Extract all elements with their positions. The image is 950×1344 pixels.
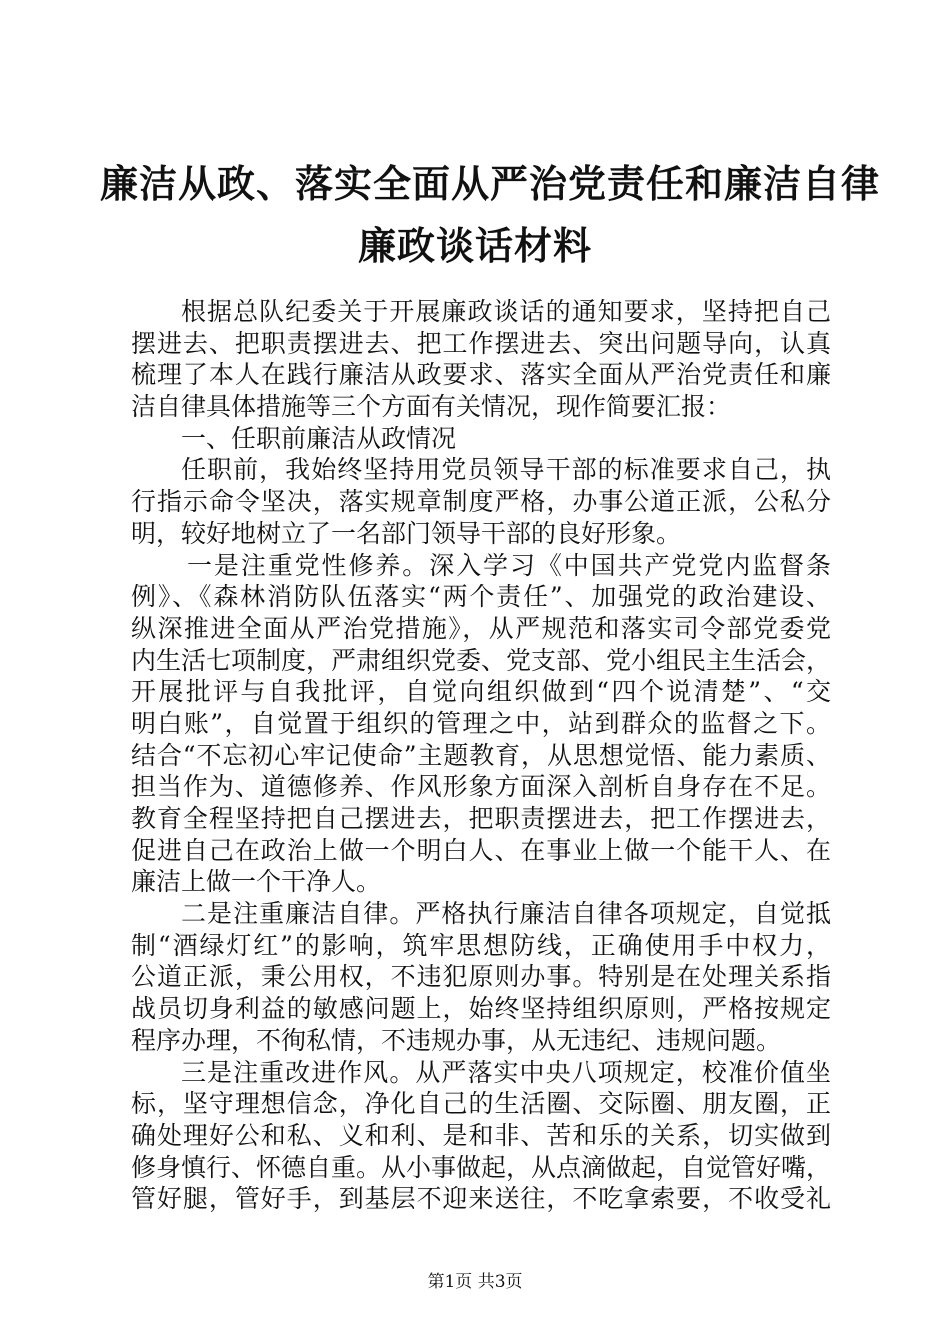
paragraph-line: 梳理了本人在践行廉洁从政要求、落实全面从严治党责任和廉 <box>131 360 831 390</box>
paragraph-line: 标，坚守理想信念，净化自己的生活圈、交际圈、朋友圈，正 <box>131 1089 831 1119</box>
paragraph-line: 三是注重改进作风。从严落实中央八项规定，校准价值坐 <box>181 1057 831 1087</box>
paragraph-line: 确处理好公和私、义和利、是和非、苦和乐的关系，切实做到 <box>131 1120 831 1150</box>
paragraph-line: 例》、《森林消防队伍落实“两个责任”、加强党的政治建设、 <box>131 582 831 612</box>
paragraph-line: 廉洁上做一个干净人。 <box>131 867 382 897</box>
paragraph-line: 程序办理，不徇私情，不违规办事，从无违纪、违规问题。 <box>131 1025 782 1055</box>
section-heading: 一、任职前廉洁从政情况 <box>181 423 457 453</box>
paragraph-line: 担当作为、道德修养、作风形象方面深入剖析自身存在不足。 <box>131 772 831 802</box>
paragraph-line: 教育全程坚持把自己摆进去，把职责摆进去，把工作摆进去， <box>131 804 831 833</box>
paragraph-line: 一是注重党性修养。深入学习《中国共产党党内监督条 <box>187 550 831 580</box>
paragraph-line: 公道正派，秉公用权，不违犯原则办事。特别是在处理关系指 <box>131 962 831 992</box>
paragraph-line: 明，较好地树立了一名部门领导干部的良好形象。 <box>131 518 682 548</box>
paragraph-line: 开展批评与自我批评，自觉向组织做到“四个说清楚”、“交 <box>131 677 831 707</box>
paragraph-line: 促进自己在政治上做一个明白人、在事业上做一个能干人、在 <box>131 835 831 865</box>
document-title-line-2: 廉政谈话材料 <box>357 223 592 268</box>
paragraph-line: 战员切身利益的敏感问题上，始终坚持组织原则，严格按规定 <box>131 994 831 1024</box>
page-footer: 第1页 共3页 <box>427 1272 523 1292</box>
paragraph-line: 修身慎行、怀德自重。从小事做起，从点滴做起，自觉管好嘴， <box>131 1152 832 1182</box>
paragraph-line: 摆进去、把职责摆进去、把工作摆进去、突出问题导向，认真 <box>131 328 831 358</box>
paragraph-line: 纵深推进全面从严治党措施》，从严规范和落实司令部党委党 <box>131 613 831 643</box>
paragraph-line: 洁自律具体措施等三个方面有关情况，现作简要汇报： <box>131 392 732 422</box>
paragraph-line: 管好腿，管好手，到基层不迎来送往，不吃拿索要，不收受礼 <box>131 1184 831 1214</box>
paragraph-line: 任职前，我始终坚持用党员领导干部的标准要求自己，执 <box>181 455 831 485</box>
paragraph-line: 二是注重廉洁自律。严格执行廉洁自律各项规定，自觉抵 <box>181 899 831 929</box>
document-title-line-1: 廉洁从政、落实全面从严治党责任和廉洁自律 <box>100 161 881 206</box>
paragraph-line: 内生活七项制度，严肃组织党委、党支部、党小组民主生活会， <box>131 645 832 675</box>
paragraph-line: 制“酒绿灯红”的影响，筑牢思想防线，正确使用手中权力， <box>131 930 831 960</box>
paragraph-line: 结合“不忘初心牢记使命”主题教育，从思想觉悟、能力素质、 <box>131 740 831 770</box>
paragraph-line: 明白账”，自觉置于组织的管理之中，站到群众的监督之下。 <box>131 708 831 738</box>
paragraph-line: 行指示命令坚决，落实规章制度严格，办事公道正派，公私分 <box>131 487 831 517</box>
document-body <box>131 296 831 1215</box>
paragraph-line: 根据总队纪委关于开展廉政谈话的通知要求，坚持把自己 <box>181 297 831 326</box>
